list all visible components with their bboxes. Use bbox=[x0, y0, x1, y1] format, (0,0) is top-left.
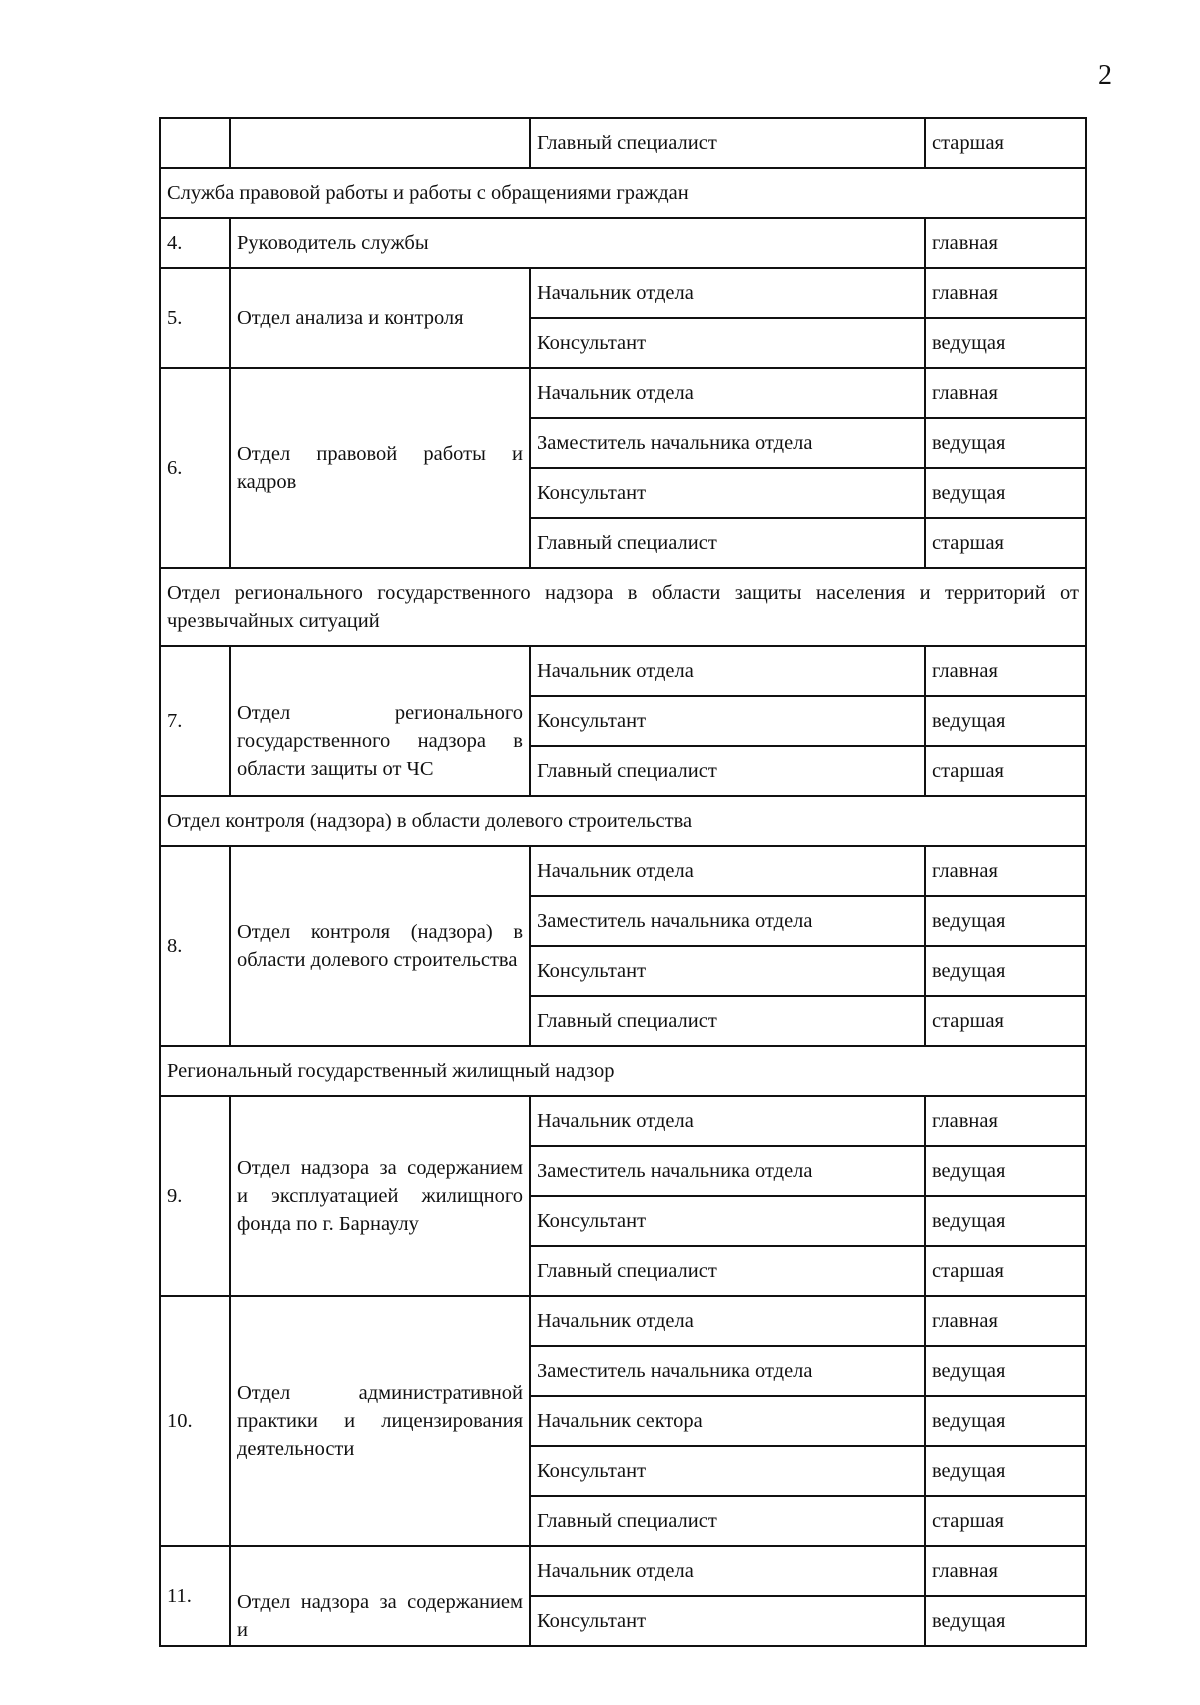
position-cell: Руководитель службы bbox=[230, 218, 925, 268]
grade-cell: ведущая bbox=[925, 1446, 1086, 1496]
position-cell: Начальник отдела bbox=[530, 1096, 925, 1146]
grade-cell: ведущая bbox=[925, 1596, 1086, 1646]
position-cell: Начальник отдела bbox=[530, 646, 925, 696]
department-cell: Отдел правовой работы и кадров bbox=[230, 368, 530, 568]
grade-cell: ведущая bbox=[925, 318, 1086, 368]
grade-cell: главная bbox=[925, 368, 1086, 418]
grade-cell: старшая bbox=[925, 1496, 1086, 1546]
table-row bbox=[160, 118, 1086, 168]
position-cell: Консультант bbox=[530, 696, 925, 746]
number-cell: 9. bbox=[160, 1096, 230, 1296]
section-header-row bbox=[160, 568, 1086, 646]
number-cell bbox=[160, 118, 230, 168]
position-cell: Заместитель начальника отдела bbox=[530, 1346, 925, 1396]
table-row bbox=[160, 846, 1086, 896]
grade-cell: главная bbox=[925, 1096, 1086, 1146]
table-row bbox=[160, 1096, 1086, 1146]
table-row bbox=[160, 368, 1086, 418]
table-row bbox=[160, 1296, 1086, 1346]
grade-cell: ведущая bbox=[925, 696, 1086, 746]
page-number: 2 bbox=[1098, 60, 1112, 91]
position-cell: Главный специалист bbox=[530, 118, 925, 168]
position-cell: Начальник отдела bbox=[530, 846, 925, 896]
position-cell: Заместитель начальника отдела bbox=[530, 1146, 925, 1196]
grade-cell: ведущая bbox=[925, 946, 1086, 996]
position-cell: Начальник отдела bbox=[530, 368, 925, 418]
section-title: Отдел регионального государственного надзора в области защиты населения и территорий от чрезвычайных ситуаций bbox=[160, 568, 1086, 646]
grade-cell: ведущая bbox=[925, 1346, 1086, 1396]
department-cell bbox=[230, 118, 530, 168]
table-row bbox=[160, 646, 1086, 696]
grade-cell: старшая bbox=[925, 996, 1086, 1046]
number-cell: 4. bbox=[160, 218, 230, 268]
table-row bbox=[160, 268, 1086, 318]
table-row bbox=[160, 218, 1086, 268]
position-cell: Консультант bbox=[530, 1446, 925, 1496]
grade-cell: ведущая bbox=[925, 1196, 1086, 1246]
number-cell: 11. bbox=[160, 1546, 230, 1646]
section-header-row bbox=[160, 796, 1086, 846]
grade-cell: старшая bbox=[925, 518, 1086, 568]
number-cell: 8. bbox=[160, 846, 230, 1046]
section-title: Региональный государственный жилищный надзор bbox=[160, 1046, 1086, 1096]
grade-cell: главная bbox=[925, 1546, 1086, 1596]
position-cell: Главный специалист bbox=[530, 746, 925, 796]
department-cell: Отдел надзора за содержанием и bbox=[230, 1546, 530, 1646]
grade-cell: ведущая bbox=[925, 468, 1086, 518]
grade-cell: главная bbox=[925, 218, 1086, 268]
position-cell: Начальник отдела bbox=[530, 1296, 925, 1346]
grade-cell: старшая bbox=[925, 118, 1086, 168]
number-cell: 5. bbox=[160, 268, 230, 368]
position-cell: Главный специалист bbox=[530, 1496, 925, 1546]
department-cell: Отдел контроля (надзора) в области долевого строительства bbox=[230, 846, 530, 1046]
grade-cell: ведущая bbox=[925, 1396, 1086, 1446]
number-cell: 6. bbox=[160, 368, 230, 568]
grade-cell: главная bbox=[925, 646, 1086, 696]
section-header-row bbox=[160, 1046, 1086, 1096]
table-row bbox=[160, 1546, 1086, 1596]
staff-table bbox=[159, 117, 1087, 1647]
department-cell: Отдел регионального государственного надзора в области защиты от ЧС bbox=[230, 646, 530, 796]
position-cell: Консультант bbox=[530, 946, 925, 996]
position-cell: Консультант bbox=[530, 318, 925, 368]
position-cell: Консультант bbox=[530, 1196, 925, 1246]
section-title: Отдел контроля (надзора) в области долевого строительства bbox=[160, 796, 1086, 846]
position-cell: Заместитель начальника отдела bbox=[530, 896, 925, 946]
position-cell: Главный специалист bbox=[530, 996, 925, 1046]
grade-cell: главная bbox=[925, 846, 1086, 896]
position-cell: Главный специалист bbox=[530, 1246, 925, 1296]
grade-cell: старшая bbox=[925, 1246, 1086, 1296]
section-title: Служба правовой работы и работы с обращениями граждан bbox=[160, 168, 1086, 218]
number-cell: 10. bbox=[160, 1296, 230, 1546]
grade-cell: ведущая bbox=[925, 418, 1086, 468]
grade-cell: старшая bbox=[925, 746, 1086, 796]
grade-cell: главная bbox=[925, 268, 1086, 318]
position-cell: Начальник отдела bbox=[530, 268, 925, 318]
position-cell: Консультант bbox=[530, 1596, 925, 1646]
position-cell: Начальник отдела bbox=[530, 1546, 925, 1596]
number-cell: 7. bbox=[160, 646, 230, 796]
grade-cell: ведущая bbox=[925, 896, 1086, 946]
department-cell: Отдел надзора за содержанием и эксплуатацией жилищного фонда по г. Барнаулу bbox=[230, 1096, 530, 1296]
position-cell: Заместитель начальника отдела bbox=[530, 418, 925, 468]
department-cell: Отдел административной практики и лицензирования деятельности bbox=[230, 1296, 530, 1546]
position-cell: Консультант bbox=[530, 468, 925, 518]
grade-cell: ведущая bbox=[925, 1146, 1086, 1196]
grade-cell: главная bbox=[925, 1296, 1086, 1346]
position-cell: Начальник сектора bbox=[530, 1396, 925, 1446]
department-cell: Отдел анализа и контроля bbox=[230, 268, 530, 368]
position-cell: Главный специалист bbox=[530, 518, 925, 568]
section-header-row bbox=[160, 168, 1086, 218]
